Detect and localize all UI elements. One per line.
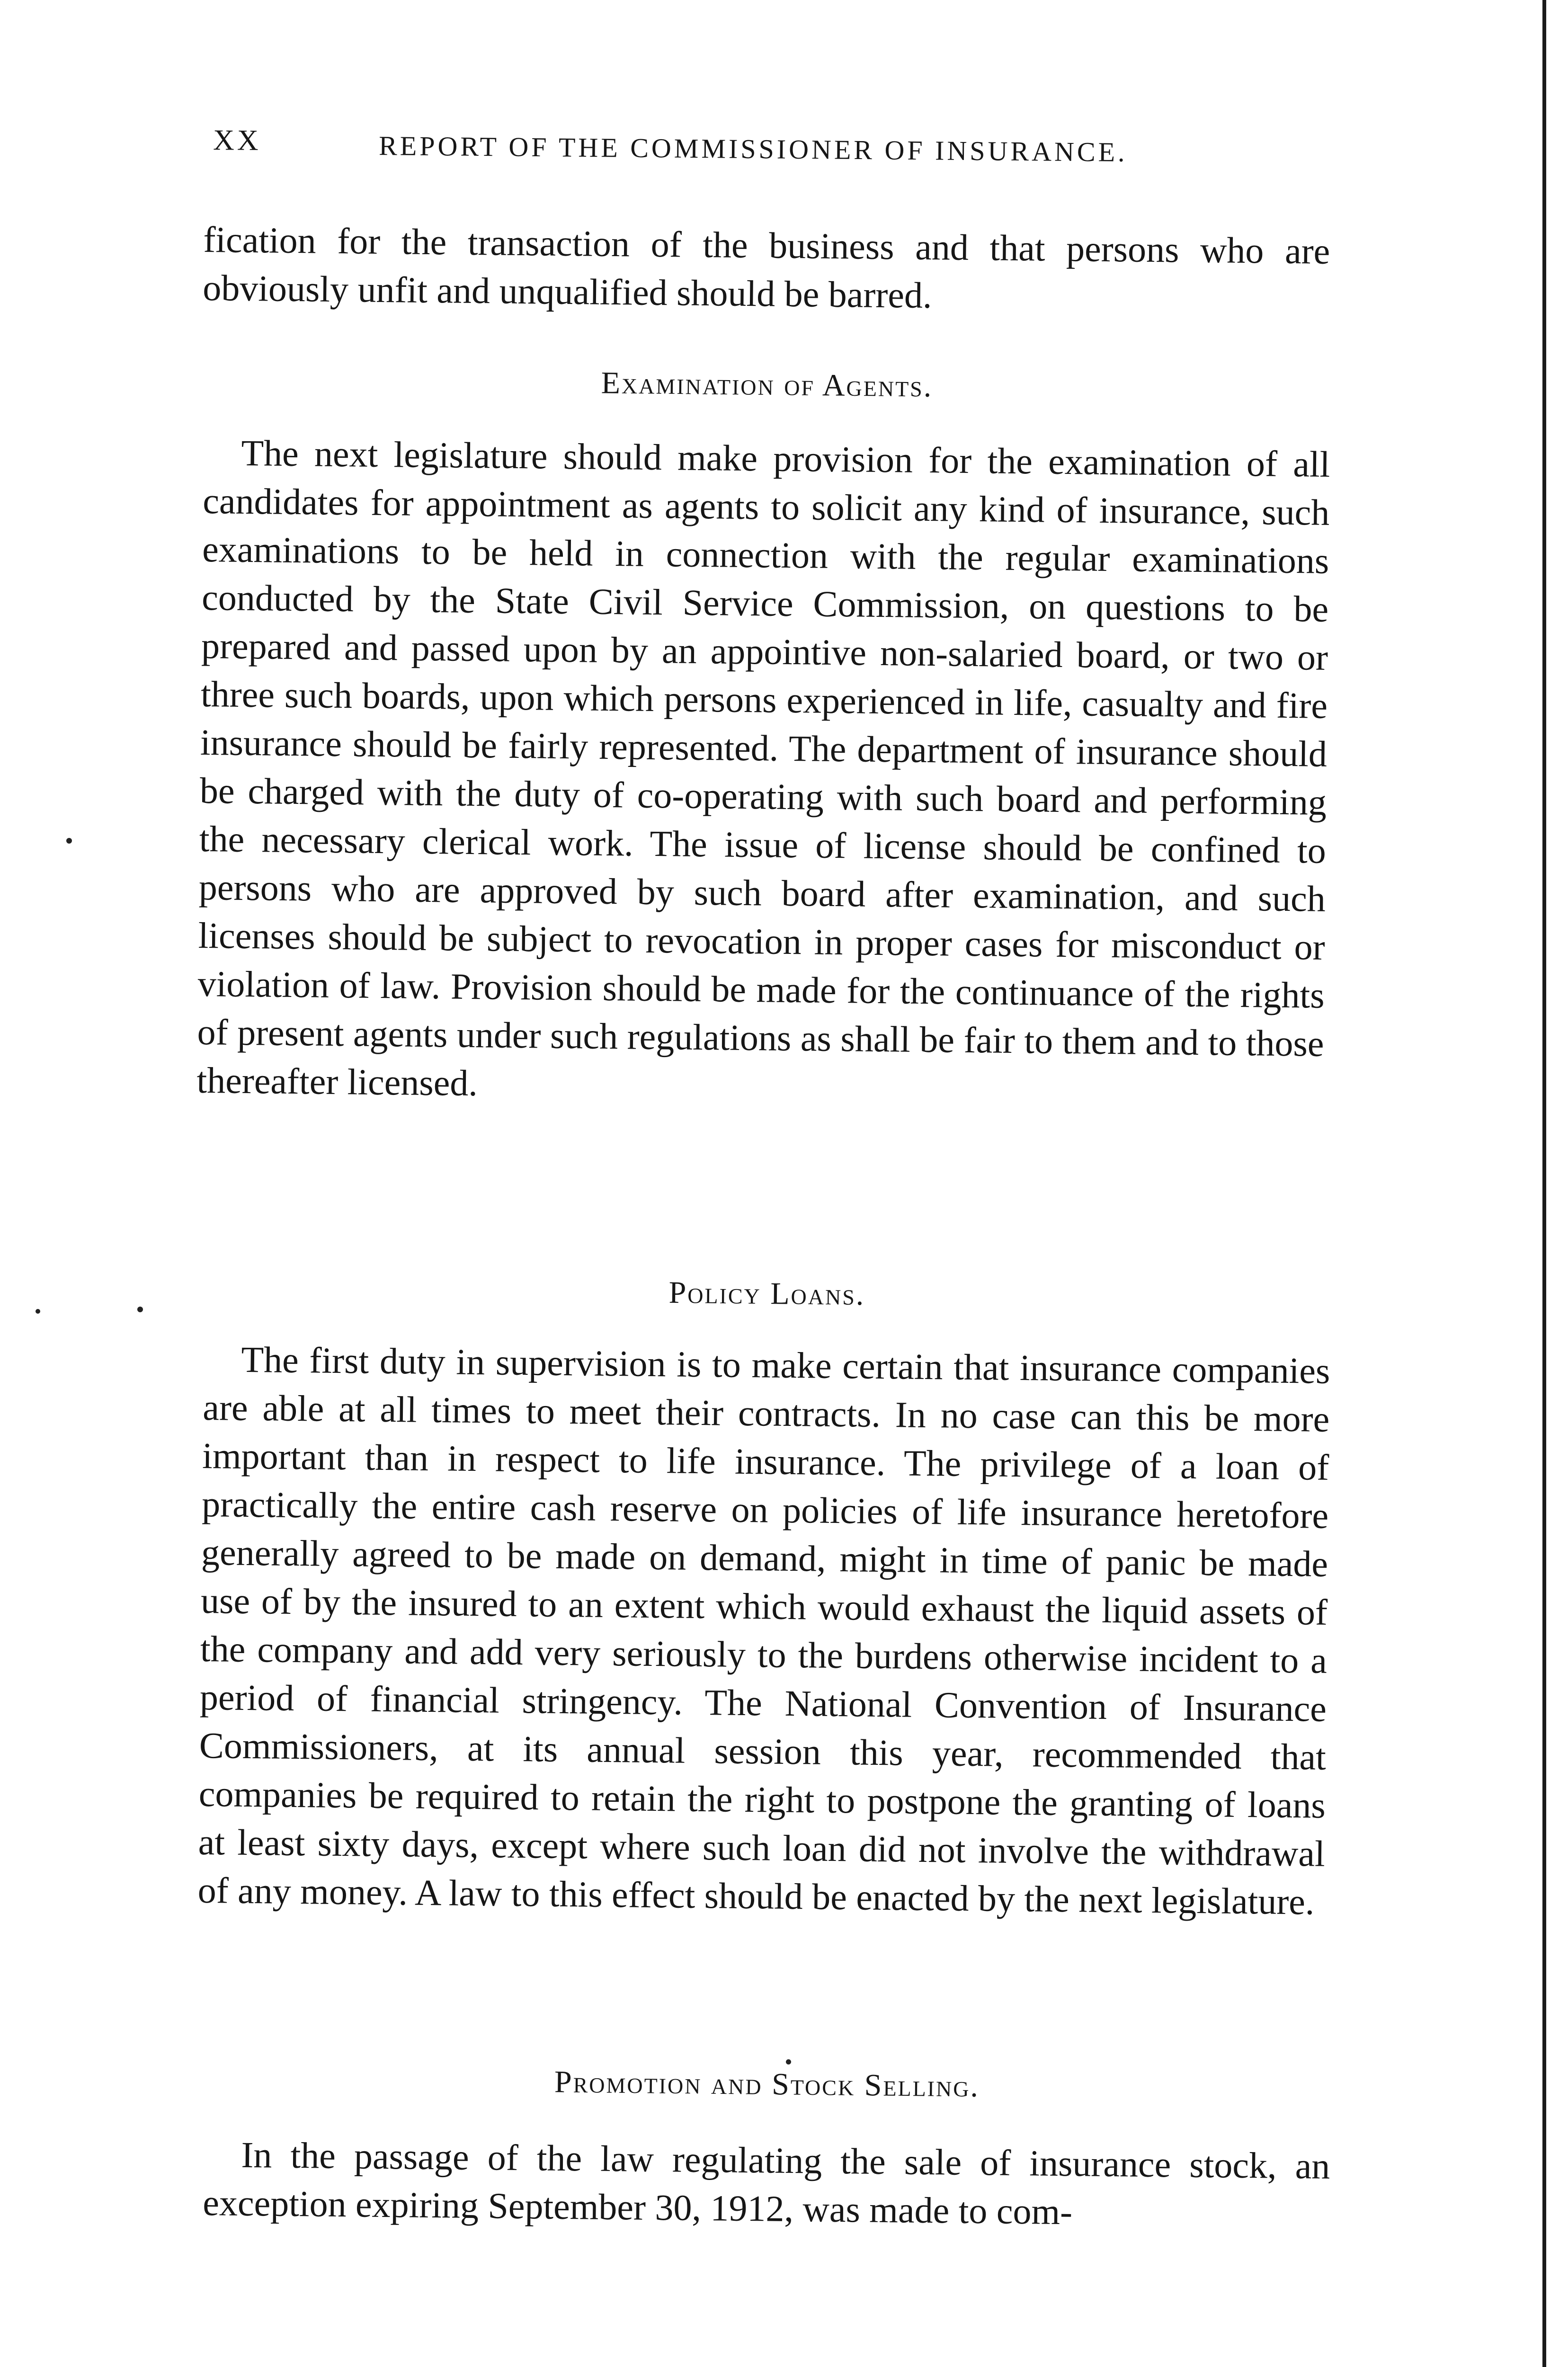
section-body-promotion-and-stock-selling [203,2130,1330,2239]
scan-speck [137,1307,143,1312]
paragraph: The next legislature should make provision for the examination of all candidates for appointment as agents to solicit any kind of insurance, such examinations to be held in connection with the regular examinations conducted by the State Civil Service Commission, on questions to be prepared and passed upon by an appointive non-salaried board, or two or three such boards, upon which persons experienced in life, casualty and fire insurance should be fairly represented. The department of insurance should be charged with the duty of co-operating with such board and performing the necessary clerical work. The issue of license should be confined to persons who are approved by such board after examination, and such licenses should be subject to revocation in proper cases for misconduct or violation of law. Provision should be made for the continuance of the rights of present agents under such regulations as shall be fair to them and to those thereafter licensed. [196,432,1330,1104]
section-body-policy-loans [197,1335,1330,1926]
section-body-examination-of-agents [196,428,1330,1116]
scan-edge-right [1542,0,1546,2367]
continuation-text: fication for the transaction of the business and that persons who are obviously unfit and unqualified should be barred. [202,218,1330,316]
running-head [204,124,1189,184]
paragraph: In the passage of the law regulating the sale of insurance stock, an exception expiring September 30, 1912, was made to com- [202,2134,1330,2233]
scan-speck [36,1309,40,1314]
section-heading-promotion-and-stock-selling: Promotion and Stock Selling. [554,2064,980,2104]
paragraph: The first duty in supervision is to make certain that insurance companies are able at all times to meet their contracts. In no case can this be more important than in respect to life insurance. The privilege of a loan of practically the entire cash reserve on policies of life insurance heretofore generally agreed to be made on demand, might in time of panic be made use of by the insured to an extent which would exhaust the liquid assets of the company and add very seriously to the burdens otherwise incident to a period of financial stringency. The National Convention of Insurance Commissioners, at its annual session this year, recommended that companies be required to retain the right to postpone the granting of loans at least sixty days, except where such loan did not involve the withdrawal of any money. A law to this effect should be enacted by the next legislature. [197,1338,1330,1922]
scan-speck [786,2059,791,2064]
continuation-paragraph [203,215,1330,324]
scan-speck [66,838,72,844]
section-heading-policy-loans: Policy Loans. [668,1275,865,1312]
running-head-title: REPORT OF THE COMMISSIONER OF INSURANCE. [378,130,1128,168]
page-number: XX [213,124,262,157]
section-heading-examination-of-agents: Examination of Agents. [601,365,933,404]
